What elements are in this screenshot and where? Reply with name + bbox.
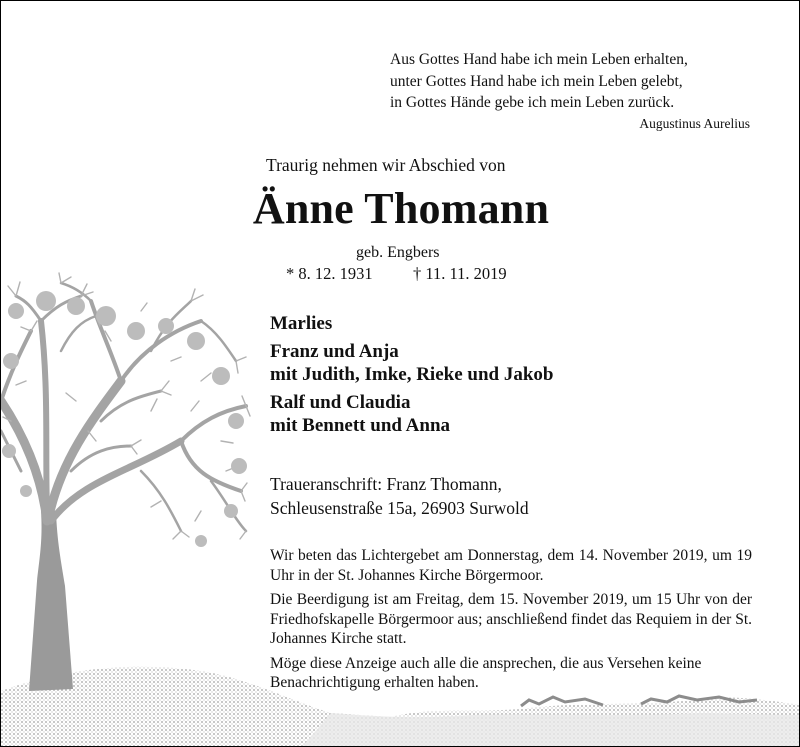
mourner-group [270, 340, 553, 386]
mourning-address [270, 472, 529, 520]
mourner-group [270, 312, 553, 335]
mourner-line: mit Bennett und Anna [270, 415, 451, 436]
birth-name: geb. Engbers [356, 244, 440, 261]
mourner-line: Franz und Anja [270, 341, 399, 362]
death-date: † 11. 11. 2019 [413, 264, 507, 283]
mourner-line: Marlies [270, 313, 333, 334]
notification-note: Möge diese Anzeige auch alle die ansprechen, die aus Versehen keine Benachrichtigung erhalten haben. [270, 654, 702, 691]
service-notes [270, 546, 752, 698]
address-line: Traueranschrift: Franz Thomann, [270, 474, 502, 494]
farewell-intro: Traurig nehmen wir Abschied von [266, 155, 506, 175]
quote-line: in Gottes Hände gebe ich mein Leben zurück. [390, 94, 675, 111]
quote-author: Augustinus Aurelius [639, 115, 750, 131]
birth-date: * 8. 12. 1931 [286, 264, 373, 283]
quote-line: unter Gottes Hand habe ich mein Leben gelebt, [390, 72, 683, 90]
prayer-note: Wir beten das Lichtergebet am Donnerstag, dem 14. November 2019, um 19 Uhr in der St. Johannes Kirche Börgermoor. [270, 547, 752, 584]
deceased-name: Änne Thomann [252, 184, 550, 233]
funeral-note: Die Beerdigung ist am Freitag, dem 15. November 2019, um 15 Uhr von der Friedhofskapelle Börgermoor aus; anschließend findet das Requiem in der St. Johannes Kirche statt. [270, 591, 752, 647]
quote-line: Aus Gottes Hand habe ich mein Leben erhalten, [390, 51, 688, 68]
mourners-list [270, 312, 553, 442]
mourner-group [270, 391, 553, 437]
mourner-line: Ralf und Claudia [270, 392, 411, 413]
memorial-quote [390, 49, 750, 133]
mourner-line: mit Judith, Imke, Rieke und Jakob [270, 364, 554, 385]
address-line: Schleusenstraße 15a, 26903 Surwold [270, 498, 529, 518]
